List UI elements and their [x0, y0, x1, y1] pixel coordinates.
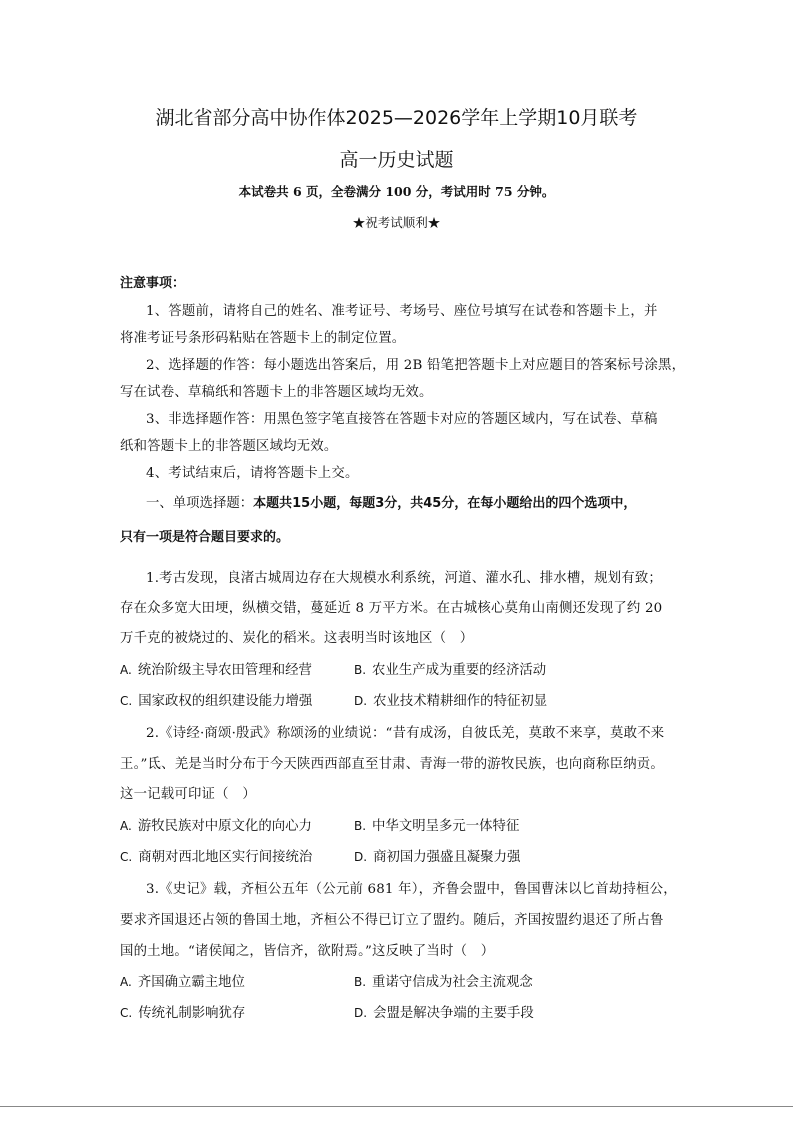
- option-label: B.: [354, 819, 367, 833]
- question-1-line-3: 万千克的被烧过的、炭化的稻米。这表明当时该地区（ ）: [120, 631, 474, 646]
- exam-info: 本试卷共 6 页，全卷满分 100 分，考试用时 75 分钟。: [238, 184, 555, 199]
- notice-item-2: 2、选择题的作答：每小题选出答案后，用 2B 铅笔把答题卡上对应题目的答案标号涂黑，: [146, 358, 686, 373]
- question-2-option-c[interactable]: [120, 846, 312, 865]
- option-text: 农业生产成为重要的经济活动: [372, 663, 547, 678]
- option-label: C.: [120, 1006, 133, 1020]
- question-3-option-a[interactable]: [120, 971, 245, 990]
- question-2-line-2: 王。”氐、羌是当时分布于今天陕西西部直至甘肃、青海一带的游牧民族，也向商称臣纳贡。: [120, 757, 664, 772]
- question-3-line-1: 3.《史记》载，齐桓公五年（公元前 681 年），齐鲁会盟中，鲁国曹沫以匕首劫持桓公，: [146, 882, 677, 897]
- question-1-option-d[interactable]: [354, 690, 547, 709]
- section-heading: [146, 492, 636, 511]
- question-1-option-a[interactable]: [120, 659, 312, 678]
- question-2-option-a[interactable]: [120, 815, 312, 834]
- option-text: 国家政权的组织建设能力增强: [138, 694, 313, 709]
- option-label: B.: [354, 975, 367, 989]
- notice-item-1: 1、答题前，请将自己的姓名、准考证号、考场号、座位号填写在试卷和答题卡上，并: [146, 304, 658, 319]
- exam-title: 湖北省部分高中协作体2025—2026学年上学期10月联考: [155, 107, 638, 129]
- option-label: A.: [120, 975, 132, 989]
- question-2-option-b[interactable]: [354, 815, 519, 834]
- option-text: 传统礼制影响犹存: [138, 1006, 246, 1021]
- option-label: A.: [120, 663, 132, 677]
- option-label: D.: [354, 1006, 368, 1020]
- question-3-option-b[interactable]: [354, 971, 533, 990]
- question-3-option-d[interactable]: [354, 1002, 534, 1021]
- question-1-line-2: 存在众多宽大田埂，纵横交错，蔓延近 8 万平方米。在古城核心莫角山南侧还发现了约 20: [120, 601, 663, 616]
- section-instruction: 本题共15小题，每题3分，共45分，在每小题给出的四个选项中，: [253, 496, 637, 511]
- question-2-line-3: 这一记载可印证（ ）: [120, 787, 256, 802]
- question-1-line-1: 1.考古发现，良渚古城周边存在大规模水利系统，河道、灌水孔、排水槽，规划有致；: [146, 571, 663, 586]
- notice-item-3: 3、非选择题作答：用黑色签字笔直接答在答题卡对应的答题区域内，写在试卷、草稿: [146, 412, 658, 427]
- notice-item-3-cont: 纸和答题卡上的非答题区域均无效。: [120, 439, 338, 454]
- question-3-line-3: 国的土地。“诸侯闻之，皆信齐，欲附焉。”这反映了当时（ ）: [120, 944, 495, 959]
- page-bottom-divider: [0, 1106, 793, 1107]
- section-label: 一、单项选择题：: [146, 496, 254, 511]
- option-text: 齐国确立霸主地位: [137, 975, 245, 990]
- question-3-option-c[interactable]: [120, 1002, 245, 1021]
- option-label: C.: [120, 850, 133, 864]
- option-label: D.: [354, 694, 368, 708]
- question-1-option-b[interactable]: [354, 659, 546, 678]
- notice-heading: 注意事项：: [120, 276, 186, 291]
- option-text: 重诺守信成为社会主流观念: [372, 975, 533, 990]
- option-label: C.: [120, 694, 133, 708]
- option-text: 会盟是解决争端的主要手段: [373, 1006, 534, 1021]
- option-text: 农业技术精耕细作的特征初显: [373, 694, 548, 709]
- exam-subtitle: 高一历史试题: [339, 149, 454, 171]
- section-instruction-cont: 只有一项是符合题目要求的。: [120, 530, 290, 545]
- question-1-option-c[interactable]: [120, 690, 312, 709]
- option-text: 商初国力强盛且凝聚力强: [373, 850, 521, 865]
- option-text: 商朝对西北地区实行间接统治: [138, 850, 313, 865]
- question-2-line-1: 2.《诗经·商颂·殷武》称颂汤的业绩说：“昔有成汤，自彼氐羌，莫敢不来享，莫敢不来: [146, 726, 665, 741]
- option-text: 游牧民族对中原文化的向心力: [137, 819, 312, 834]
- option-label: A.: [120, 819, 132, 833]
- notice-item-1-cont: 将准考证号条形码粘贴在答题卡上的制定位置。: [120, 331, 406, 346]
- good-luck-text: ★祝考试顺利★: [352, 215, 441, 230]
- option-text: 统治阶级主导农田管理和经营: [137, 663, 312, 678]
- notice-item-2-cont: 写在试卷、草稿纸和答题卡上的非答题区域均无效。: [120, 385, 433, 400]
- question-2-option-d[interactable]: [354, 846, 520, 865]
- question-3-line-2: 要求齐国退还占领的鲁国土地，齐桓公不得已订立了盟约。随后，齐国按盟约退还了所占鲁: [120, 913, 664, 928]
- option-label: B.: [354, 663, 367, 677]
- option-text: 中华文明呈多元一体特征: [372, 819, 520, 834]
- notice-item-4: 4、考试结束后，请将答题卡上交。: [146, 466, 359, 481]
- option-label: D.: [354, 850, 368, 864]
